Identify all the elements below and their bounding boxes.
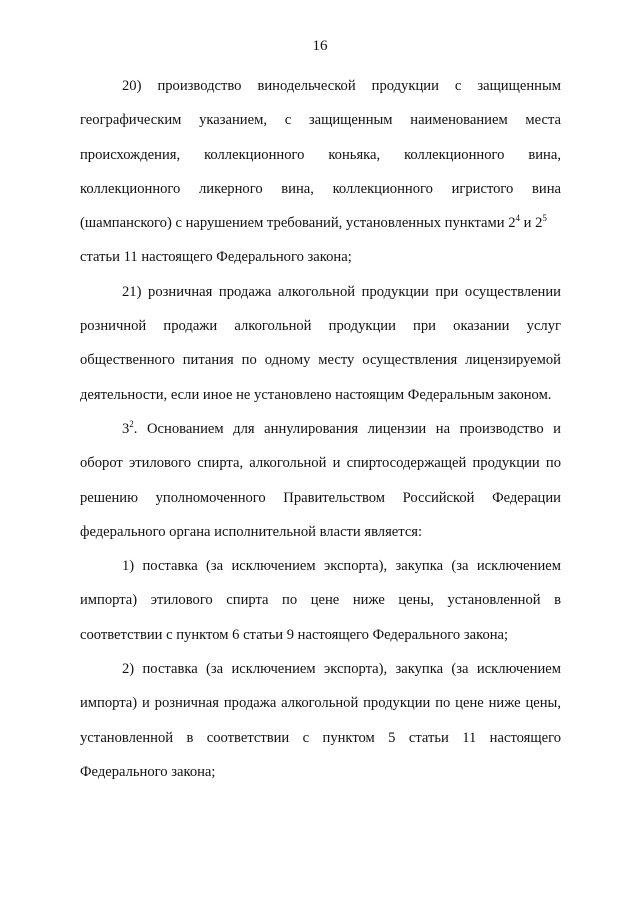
section-3-2-number: 3 <box>122 421 130 437</box>
superscript-2: 2 <box>129 419 134 429</box>
superscript-4: 4 <box>515 213 521 223</box>
item-1-line-3: соответствии с пунктом 6 статьи 9 настоящего Федерального закона; <box>80 627 509 643</box>
paragraph-20-line-5-text-b: и 2 <box>520 215 543 231</box>
item-1-line-2: импорта) этилового спирта по цене ниже цены, установленной в <box>80 592 561 608</box>
paragraph-21-line-3: общественного питания по одному месту осуществления лицензируемой <box>80 352 561 368</box>
paragraph-20-line-6: статьи 11 настоящего Федерального закона; <box>80 249 352 265</box>
item-2-line-4: Федерального закона; <box>80 764 216 780</box>
superscript-5: 5 <box>542 213 547 223</box>
paragraph-20-line-3: происхождения, коллекционного коньяка, коллекционного вина, <box>80 147 561 163</box>
paragraph-21-line-4: деятельности, если иное не установлено настоящим Федеральным законом. <box>80 387 552 403</box>
section-3-2-line-1-text: . Основанием для аннулирования лицензии на производство и <box>133 421 561 437</box>
section-3-2-line-4: федерального органа исполнительной власти является: <box>80 524 423 540</box>
item-1-line-1: 1) поставка (за исключением экспорта), закупка (за исключением <box>122 558 561 574</box>
paragraph-20-line-1: 20) производство винодельческой продукции с защищенным <box>122 78 561 94</box>
section-3-2-line-3: решению уполномоченного Правительством Российской Федерации <box>80 490 561 506</box>
paragraph-21-line-1: 21) розничная продажа алкогольной продукции при осуществлении <box>122 284 561 300</box>
page-number: 16 <box>312 38 328 54</box>
paragraph-20-line-5-text-a: (шампанского) с нарушением требований, установленных пунктами 2 <box>80 215 516 231</box>
paragraph-20-line-5 <box>80 213 561 233</box>
item-2-line-1: 2) поставка (за исключением экспорта), закупка (за исключением <box>122 661 561 677</box>
section-3-2-line-1 <box>122 419 561 439</box>
paragraph-20-line-4: коллекционного ликерного вина, коллекционного игристого вина <box>80 181 561 197</box>
paragraph-21-line-2: розничной продажи алкогольной продукции при оказании услуг <box>80 318 561 334</box>
section-3-2-line-2: оборот этилового спирта, алкогольной и спиртосодержащей продукции по <box>80 455 561 471</box>
item-2-line-2: импорта) и розничная продажа алкогольной продукции по цене ниже цены, <box>80 695 561 711</box>
paragraph-20-line-2: географическим указанием, с защищенным наименованием места <box>80 112 561 128</box>
item-2-line-3: установленной в соответствии с пунктом 5 статьи 11 настоящего <box>80 730 561 746</box>
